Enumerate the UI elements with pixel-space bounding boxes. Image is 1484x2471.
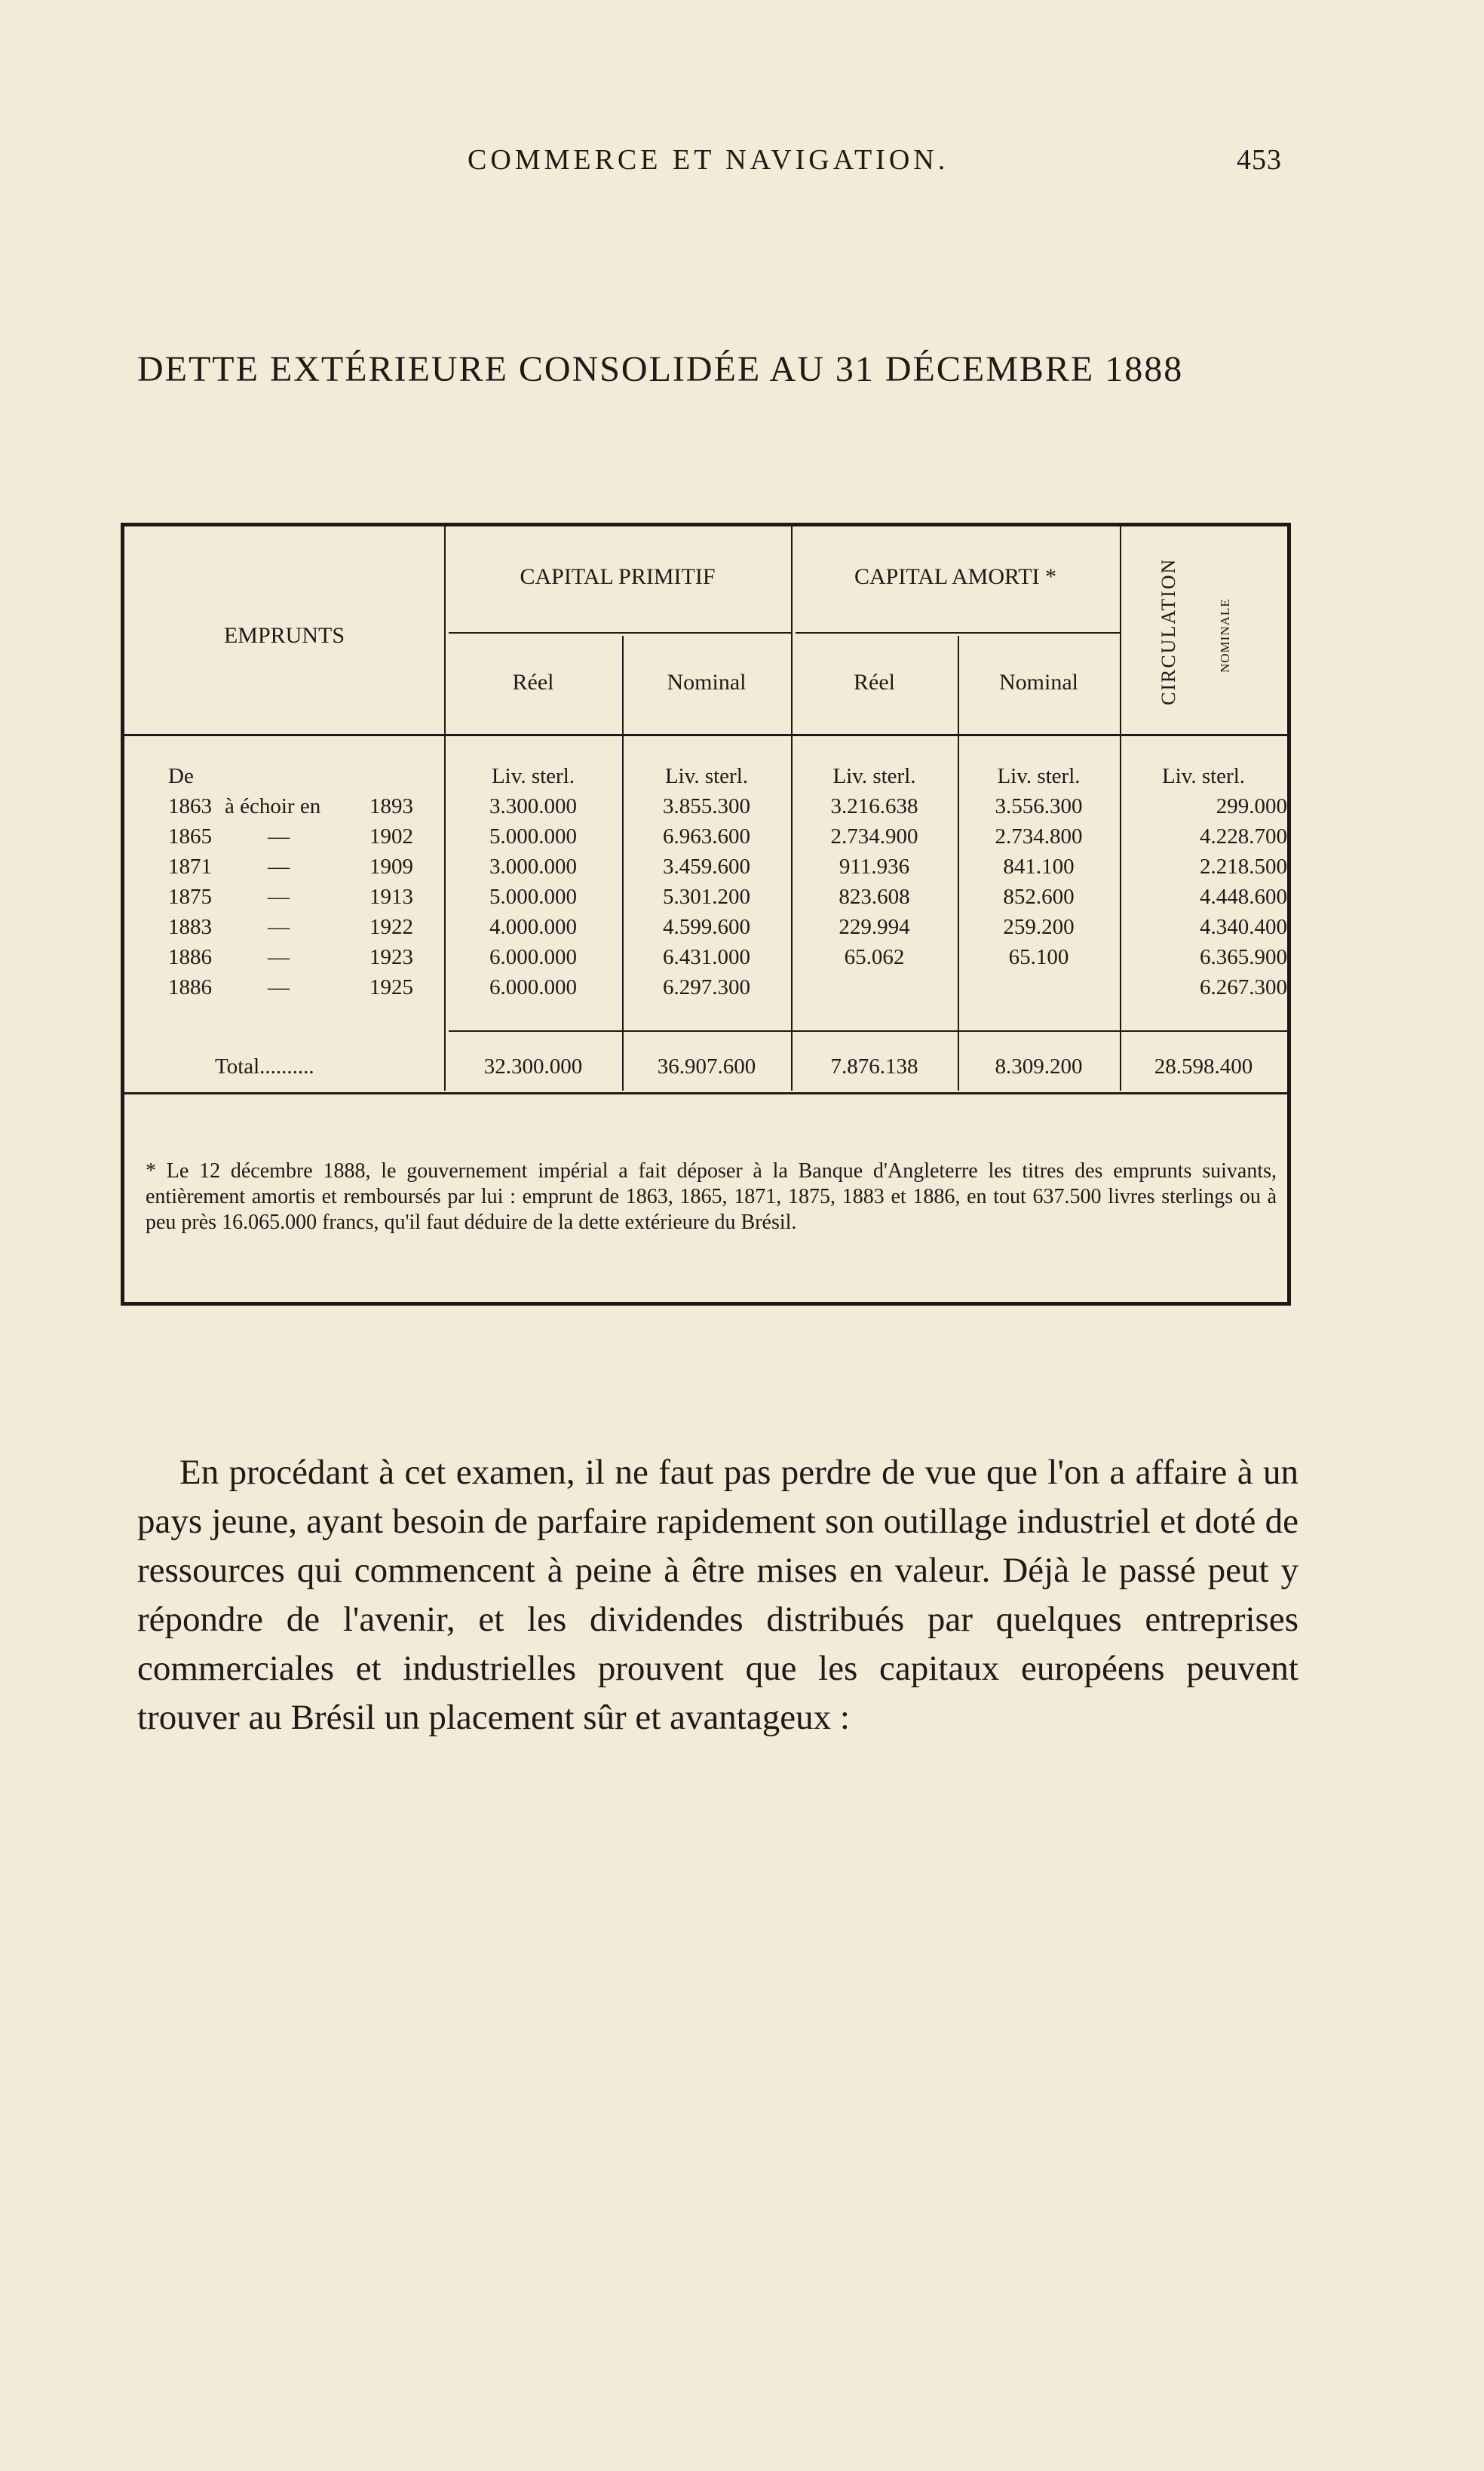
debt-table (121, 523, 1291, 1306)
row-to: 1893 (369, 794, 413, 818)
total-ca-reel: 7.876.138 (830, 1054, 918, 1079)
total-cp-nominal: 36.907.600 (657, 1054, 756, 1079)
circulation: 6.267.300 (1200, 975, 1287, 999)
circulation: 4.228.700 (1200, 824, 1287, 849)
units-cp-nominal: Liv. sterl. (664, 764, 749, 788)
running-title: COMMERCE ET NAVIGATION. (468, 144, 949, 176)
total-label: Total.......... (215, 1054, 314, 1079)
circulation: 6.365.900 (1200, 945, 1287, 969)
cp-reel: 6.000.000 (489, 975, 577, 999)
table-row (124, 885, 1295, 915)
ca-reel: 823.608 (839, 885, 910, 909)
sub-nominal: Nominal (667, 670, 747, 695)
sub-reel: Réel (854, 670, 895, 695)
circulation: 2.218.500 (1200, 855, 1287, 879)
total-cp-reel: 32.300.000 (483, 1054, 583, 1079)
cp-nominal: 6.963.600 (663, 824, 750, 849)
row-from: 1863 (168, 794, 212, 818)
table-row (124, 824, 1295, 855)
circulation: 4.448.600 (1200, 885, 1287, 909)
row-from: 1886 (168, 945, 212, 969)
body-paragraph-block (137, 1448, 1298, 1742)
total-rule (449, 1030, 1287, 1032)
ca-nominal: 852.600 (1003, 885, 1075, 909)
row-to: 1922 (369, 915, 413, 939)
ca-reel: 3.216.638 (830, 794, 918, 818)
cp-reel: 3.300.000 (489, 794, 577, 818)
table-row (124, 794, 1295, 824)
row-from: 1871 (168, 855, 212, 879)
row-mid: — (268, 885, 290, 909)
table-row (124, 945, 1295, 975)
row-mid: — (268, 915, 290, 939)
circulation: 299.000 (1216, 794, 1287, 818)
ca-reel: 65.062 (844, 945, 905, 969)
units-row (124, 764, 1295, 794)
col-capital-primitif: CAPITAL PRIMITIF (520, 564, 716, 589)
row-from: 1886 (168, 975, 212, 999)
sub-nominal: Nominal (999, 670, 1078, 695)
cp-nominal: 3.459.600 (663, 855, 750, 879)
cp-nominal: 4.599.600 (663, 915, 750, 939)
ca-nominal: 65.100 (1008, 945, 1069, 969)
table-row (124, 855, 1295, 885)
row-mid: — (268, 855, 290, 879)
units-cp-reel: Liv. sterl. (491, 764, 575, 788)
ca-reel: 229.994 (839, 915, 910, 939)
row-from: 1883 (168, 915, 212, 939)
cp-reel: 5.000.000 (489, 824, 577, 849)
row-to: 1913 (369, 885, 413, 909)
cp-reel: 6.000.000 (489, 945, 577, 969)
ca-nominal: 3.556.300 (995, 794, 1083, 818)
units-ca-reel: Liv. sterl. (832, 764, 916, 788)
col-nominale: NOMINALE (1218, 598, 1232, 674)
header-rule (124, 734, 1287, 736)
units-emprunt: De (168, 764, 194, 788)
circulation: 4.340.400 (1200, 915, 1287, 939)
footnote-rule (124, 1092, 1287, 1094)
ca-nominal: 259.200 (1003, 915, 1075, 939)
cp-nominal: 3.855.300 (663, 794, 750, 818)
row-to: 1925 (369, 975, 413, 999)
row-to: 1923 (369, 945, 413, 969)
cp-nominal: 6.431.000 (663, 945, 750, 969)
total-row (124, 1054, 1295, 1085)
sub-reel: Réel (512, 670, 554, 695)
col-circulation: CIRCULATION (1157, 557, 1179, 705)
page-number: 453 (1237, 144, 1282, 176)
ca-nominal: 2.734.800 (995, 824, 1083, 849)
cp-reel: 3.000.000 (489, 855, 577, 879)
row-to: 1909 (369, 855, 413, 879)
ca-reel: 2.734.900 (830, 824, 918, 849)
table-row (124, 915, 1295, 945)
page-header (0, 143, 1484, 189)
col-capital-amorti: CAPITAL AMORTI * (854, 564, 1057, 589)
units-ca-nominal: Liv. sterl. (997, 764, 1081, 788)
row-mid: — (268, 824, 290, 849)
row-from: 1865 (168, 824, 212, 849)
total-circulation: 28.598.400 (1154, 1054, 1253, 1079)
row-from: 1875 (168, 885, 212, 909)
row-to: 1902 (369, 824, 413, 849)
cp-nominal: 5.301.200 (663, 885, 750, 909)
cp-nominal: 6.297.300 (663, 975, 750, 999)
table-footnote: * Le 12 décembre 1888, le gouvernement impérial a fait déposer à la Banque d'Angleterre les titres des emprunts suivants, entièrement amortis et remboursés par lui : emprunt de 1863, 1865, 1871, 1875, 1883 et 1886, en tout 637.500 livres sterlings ou à peu près 16.065.000 francs, qu'il faut déduire de la dette extérieure du Brésil. (146, 1159, 1277, 1234)
row-mid: à échoir en (225, 794, 321, 818)
ca-reel: 911.936 (839, 855, 910, 879)
col-emprunts: EMPRUNTS (223, 623, 345, 648)
table-row (124, 975, 1295, 1005)
cp-reel: 5.000.000 (489, 885, 577, 909)
units-circulation: Liv. sterl. (1161, 764, 1246, 788)
divider (449, 632, 791, 634)
row-mid: — (268, 945, 290, 969)
divider (796, 632, 1120, 634)
ca-nominal: 841.100 (1003, 855, 1075, 879)
total-ca-nominal: 8.309.200 (995, 1054, 1083, 1079)
body-paragraph: En procédant à cet examen, il ne faut pas perdre de vue que l'on a affaire à un pays jeune, ayant besoin de parfaire rapidement son outillage industriel et doté de ressources qui commencent à peine à être mises en valeur. Déjà le passé peut y répondre de l'avenir, et les dividendes distribués par quelques entreprises commerciales et industrielles prouvent que les capitaux européens peuvent trouver au Brésil un placement sûr et avantageux : (137, 1453, 1298, 1737)
table-title: DETTE EXTÉRIEURE CONSOLIDÉE AU 31 DÉCEMBRE 1888 (137, 349, 1184, 389)
row-mid: — (268, 975, 290, 999)
cp-reel: 4.000.000 (489, 915, 577, 939)
